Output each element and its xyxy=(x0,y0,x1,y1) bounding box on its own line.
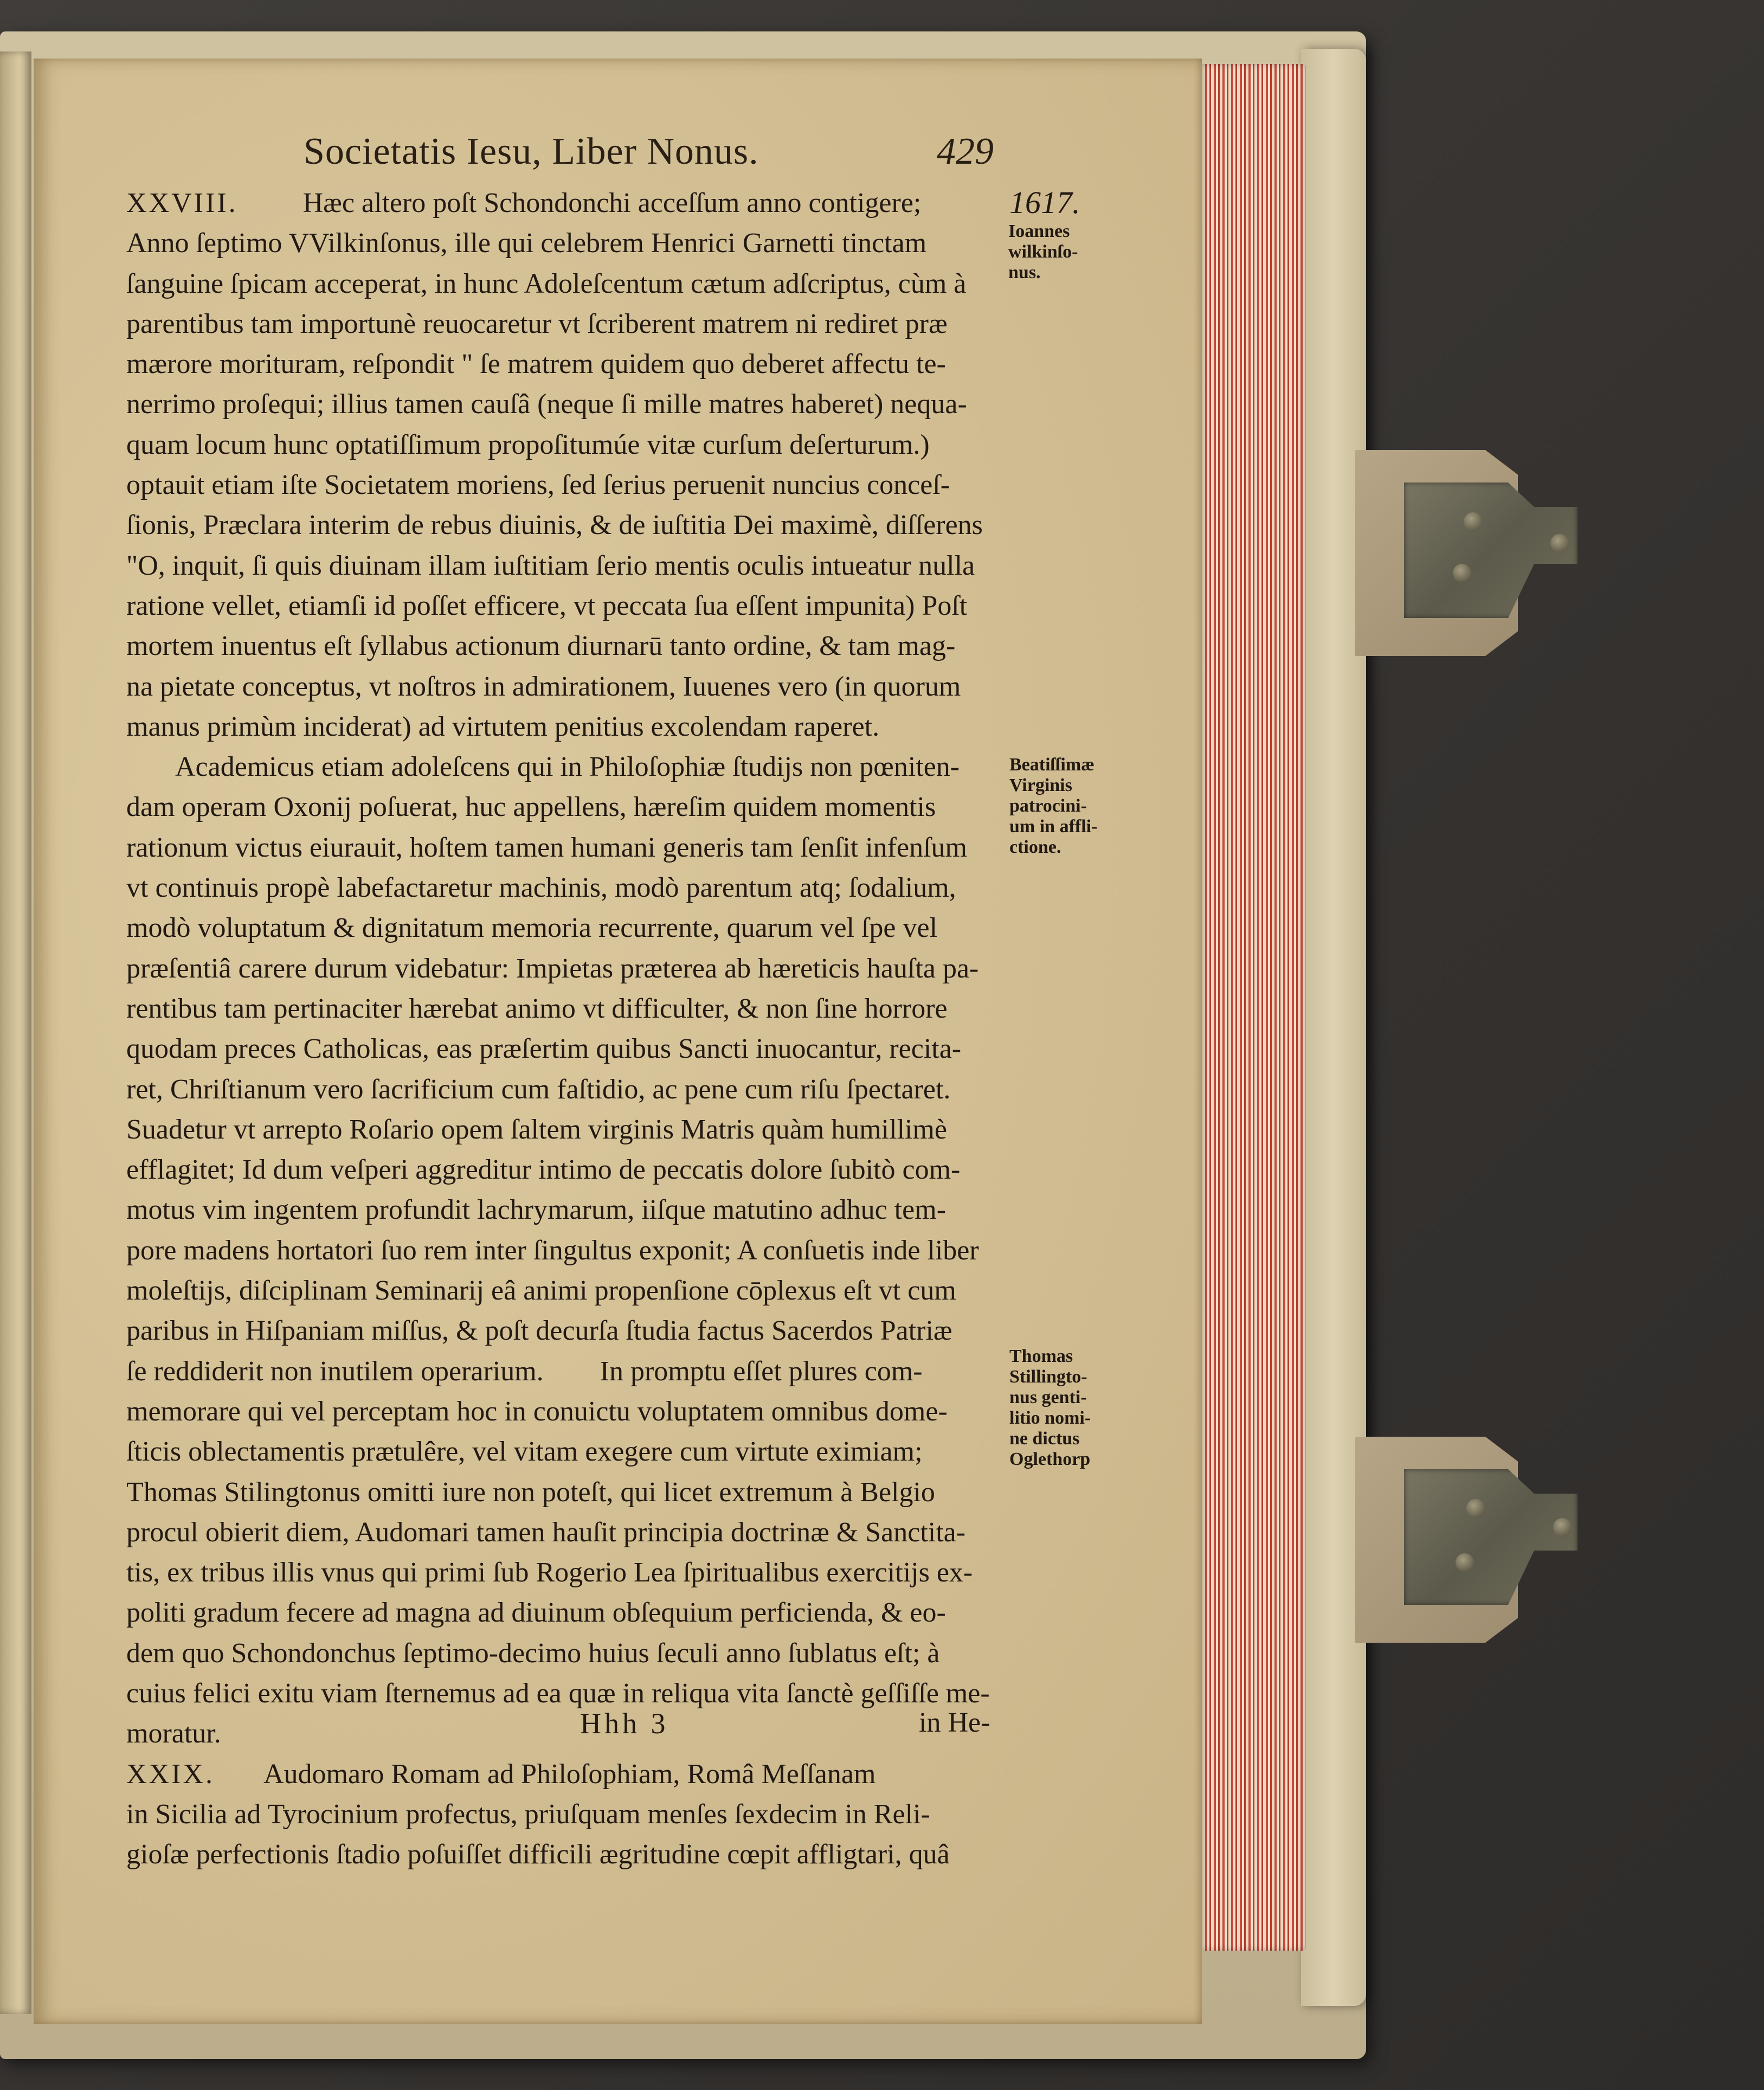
text-line: pore madens hortatori ſuo rem inter ſingultus exponit; A conſuetis inde liber xyxy=(126,1234,979,1266)
rivet xyxy=(1453,564,1471,582)
text-line: gioſæ perfectionis ſtadio poſuiſſet difficili ægritudine cœpit affligtari, quâ xyxy=(126,1839,950,1870)
rivet xyxy=(1464,512,1482,531)
text-line: paribus in Hiſpaniam miſſus, & poſt decurſa ſtudia factus Sacerdos Patriæ xyxy=(126,1315,952,1347)
text-line: ſe reddiderit non inutilem operarium. In promptu eſſet plures com- xyxy=(126,1355,923,1387)
section-number: XXIX. xyxy=(126,1758,215,1790)
text-line: memorare qui vel perceptam hoc in conuictu voluptatem omnibus dome- xyxy=(126,1396,948,1427)
rivet xyxy=(1456,1553,1474,1572)
text-line: na pietate conceptus, vt noſtros in admirationem, Iuuenes vero (in quorum xyxy=(126,671,961,702)
text-line: mærore morituram, reſpondit " ſe matrem quidem quo deberet affectu te- xyxy=(126,349,946,380)
section-number: XXVIII. xyxy=(126,188,238,218)
text-line: ſanguine ſpicam acceperat, in hunc Adoleſcentum cætum adſcriptus, cùm à xyxy=(126,268,967,299)
page-header xyxy=(304,130,1008,179)
running-title: Societatis Iesu, Liber Nonus. xyxy=(304,131,759,172)
text-line: Academicus etiam adoleſcens qui in Philoſophiæ ſtudijs non pœniten- xyxy=(175,751,960,783)
text-line: Suadetur vt arrepto Roſario opem ſaltem virginis Matris quàm humillimè xyxy=(126,1114,947,1145)
margin-year: 1617. xyxy=(1009,185,1080,220)
text-line: Anno ſeptimo VVilkinſonus, ille qui celebrem Henrici Garnetti tinctam xyxy=(126,228,927,259)
text-line: dem quo Schondonchus ſeptimo-decimo huius ſeculi anno ſublatus eſt; à xyxy=(126,1637,940,1669)
signature-mark: Hhh 3 xyxy=(580,1707,669,1740)
text-line: ſionis, Præclara interim de rebus diuinis, & de iuſtitia Dei maximè, diſſerens xyxy=(126,510,983,541)
text-line: in Sicilia ad Tyrocinium profectus, priuſquam menſes ſexdecim in Reli- xyxy=(126,1798,930,1830)
text-line: moleſtijs, diſciplinam Seminarij eâ animi propenſione cōplexus eſt vt cum xyxy=(126,1275,956,1307)
text-line: modò voluptatum & dignitatum memoria recurrente, quarum vel ſpe vel xyxy=(126,912,938,944)
text-line: moratur. xyxy=(126,1718,221,1750)
text-line: ret, Chriſtianum vero ſacrificium cum faſtidio, ac pene cum riſu ſpectaret. xyxy=(126,1073,951,1105)
text-line: ſticis oblectamentis prætulêre, vel vitam exegere cum virtute eximiam; xyxy=(126,1436,923,1468)
text-line: XXIX. Audomaro Romam ad Philoſophiam, Româ Meſſanam xyxy=(126,1758,876,1790)
text-line: procul obierit diem, Audomari tamen hauſit principia doctrinæ & Sanctita- xyxy=(126,1516,966,1548)
text-line: "O, inquit, ſi quis diuinam illam iuſtitiam ſerio mentis oculis intueatur nulla xyxy=(126,550,975,581)
text-line: cuius felici exitu viam ſternemus ad ea quæ in reliqua vita ſanctè geſſiſſe me- xyxy=(126,1677,990,1709)
text-line: XXVIII. Hæc altero poſt Schondonchi acceſſum anno contigere; xyxy=(126,188,922,218)
text-line: ratione vellet, etiamſi id poſſet efficere, vt peccata ſua eſſent impunita) Poſt xyxy=(126,590,968,621)
rivet xyxy=(1466,1499,1485,1517)
text-line: mortem inuentus eſt ſyllabus actionum diurnarū tanto ordine, & tam mag- xyxy=(126,631,956,662)
text-line: parentibus tam importunè reuocaretur vt ſcriberent matrem ni rediret præ xyxy=(126,308,948,339)
text-line: efflagitet; Id dum veſperi aggreditur intimo de peccatis dolore ſubitò com- xyxy=(126,1154,961,1186)
text-line: dam operam Oxonij poſuerat, huc appellens, hæreſim quidem momentis xyxy=(126,792,936,823)
rivet xyxy=(1550,534,1569,552)
text-line: optauit etiam iſte Societatem moriens, ſed ſerius peruenit nuncius conceſ- xyxy=(126,470,950,501)
rivet xyxy=(1553,1518,1572,1536)
text-line: nerrimo proſequi; illius tamen cauſâ (neque ſi mille matres haberet) nequa- xyxy=(126,389,967,420)
cover-fore-edge xyxy=(1301,49,1366,2006)
text-line: rationum victus eiurauit, hoſtem tamen humani generis tam ſenſit infenſum xyxy=(126,832,967,863)
text-line: Thomas Stilingtonus omitti iure non poteſt, qui licet extremum à Belgio xyxy=(126,1476,935,1508)
page-number: 429 xyxy=(937,131,994,172)
text-line: motus vim ingentem profundit lachrymarum, iiſque matutino adhuc tem- xyxy=(126,1194,947,1226)
text-line: tis, ex tribus illis vnus qui primi ſub Rogerio Lea ſpiritualibus exercitijs ex- xyxy=(126,1557,973,1589)
margin-note-wilkinson: Ioannes wilkinſo- nus. xyxy=(1008,221,1078,282)
catchword: in He- xyxy=(919,1707,990,1738)
text-line: manus primùm inciderat) ad virtutem penitius excolendam raperet. xyxy=(126,711,880,742)
left-page-edge xyxy=(0,52,31,2014)
margin-note-thomas: Thomas Stillingto- nus genti- litio nomi- ne dictus Oglethorp xyxy=(1009,1346,1091,1469)
main-text-block xyxy=(126,183,1015,1875)
text-line: politi gradum fecere ad magna ad diuinum obſequium perficienda, & eo- xyxy=(126,1597,946,1629)
page-edges xyxy=(1202,64,1305,1951)
text-line: quodam preces Catholicas, eas præſertim quibus Sancti inuocantur, recita- xyxy=(126,1033,962,1065)
text-line: quam locum hunc optatiſſimum propoſitumúe vitæ curſum deſerturum.) xyxy=(126,429,930,460)
margin-note-beatissimae: Beatiſſimæ Virginis patrocini- um in affli- ctione. xyxy=(1009,755,1098,857)
text-line: præſentiâ carere durum videbatur: Impietas præterea ab hæreticis hauſta pa- xyxy=(126,953,979,984)
text-line: rentibus tam pertinaciter hærebat animo vt difficulter, & non ſine horrore xyxy=(126,993,948,1024)
text-line: vt continuis propè labefactaretur machinis, modò parentum atq; ſodalium, xyxy=(126,872,956,904)
